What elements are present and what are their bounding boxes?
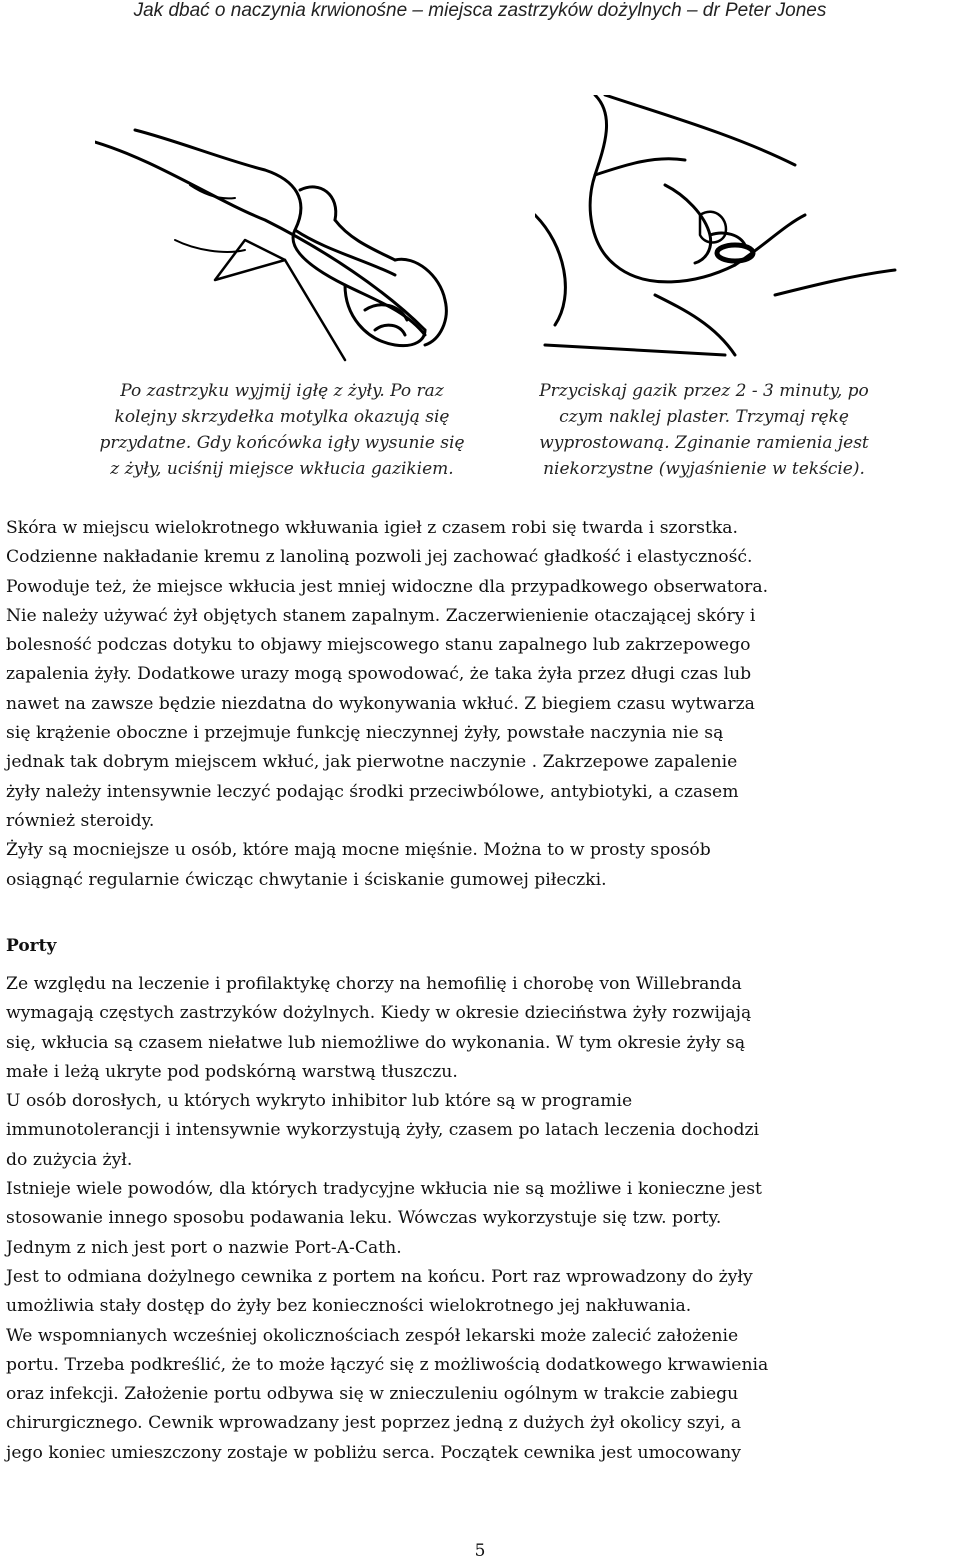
paragraph-line: do zużycia żył. bbox=[6, 1149, 133, 1170]
paragraph-line: również steroidy. bbox=[6, 810, 155, 831]
paragraph-line: portu. Trzeba podkreślić, że to może łączyć się z możliwością dodatkowego krwawienia bbox=[6, 1354, 769, 1375]
page-number: 5 bbox=[474, 1541, 486, 1561]
paragraph-line: jego koniec umieszczony zostaje w pobliżu serca. Początek cewnika jest umocowany bbox=[6, 1442, 741, 1463]
paragraph-line: Skóra w miejscu wielokrotnego wkłuwania igieł z czasem robi się twarda i szorstka. bbox=[6, 518, 739, 538]
paragraph-line: immunotolerancji i intensywnie wykorzystują żyły, czasem po latach leczenia dochodzi bbox=[6, 1120, 760, 1141]
paragraph-line: Jednym z nich jest port o nazwie Port-A-Cath. bbox=[6, 1237, 402, 1258]
caption-line: niekorzystne (wyjaśnienie w tekście). bbox=[543, 459, 865, 479]
caption-line: Przyciskaj gazik przez 2 - 3 minuty, po bbox=[539, 381, 869, 401]
paragraph-line: oraz infekcji. Założenie portu odbywa się w znieczuleniu ogólnym w trakcie zabiegu bbox=[6, 1384, 739, 1405]
body-section-2 bbox=[6, 970, 956, 1468]
left-caption bbox=[62, 378, 502, 482]
caption-line: Po zastrzyku wyjmij igłę z żyły. Po raz bbox=[120, 381, 444, 401]
caption-line: z żyły, uciśnij miejsce wkłucia gazikiem. bbox=[110, 459, 454, 479]
paragraph-line: Jest to odmiana dożylnego cewnika z portem na końcu. Port raz wprowadzony do żyły bbox=[6, 1266, 753, 1287]
paragraph-line: Żyły są mocniejsze u osób, które mają mocne mięśnie. Można to w prosty sposób bbox=[6, 840, 711, 861]
paragraph-line: osiągnąć regularnie ćwicząc chwytanie i ściskanie gumowej piłeczki. bbox=[6, 869, 607, 890]
caption-line: przydatne. Gdy końcówka igły wysunie się bbox=[99, 433, 465, 453]
paragraph-line: Nie należy używać żył objętych stanem zapalnym. Zaczerwienienie otaczającej skóry i bbox=[6, 605, 756, 626]
paragraph-line: chirurgicznego. Cewnik wprowadzany jest poprzez jedną z dużych żył okolicy szyi, a bbox=[6, 1413, 742, 1434]
paragraph-line: stosowanie innego sposobu podawania leku. Wówczas wykorzystuje się tzw. porty. bbox=[6, 1208, 722, 1229]
caption-line: wyprostowaną. Zginanie ramienia jest bbox=[539, 433, 869, 453]
paragraph-line: Ze względu na leczenie i profilaktykę chorzy na hemofilię i chorobę von Willebranda bbox=[6, 974, 742, 994]
body-section-1 bbox=[6, 514, 956, 895]
hand-removing-needle-illustration bbox=[95, 100, 475, 370]
paragraph-line: umożliwia stały dostęp do żyły bez konieczności wielokrotnego jej nakłuwania. bbox=[6, 1296, 692, 1317]
paragraph-line: bolesność podczas dotyku to objawy miejscowego stanu zapalnego lub zakrzepowego bbox=[6, 635, 751, 656]
right-caption bbox=[494, 378, 914, 482]
paragraph-line: Istnieje wiele powodów, dla których tradycyjne wkłucia nie są możliwe i konieczne jest bbox=[6, 1179, 762, 1200]
paragraph-line: nawet na zawsze będzie niezdatna do wykonywania wkłuć. Z biegiem czasu wytwarza bbox=[6, 693, 755, 714]
paragraph-line: wymagają częstych zastrzyków dożylnych. Kiedy w okresie dzieciństwa żyły rozwijają bbox=[6, 1003, 752, 1024]
caption-line: czym naklej plaster. Trzymaj rękę bbox=[559, 407, 849, 427]
paragraph-line: We wspomnianych wcześniej okolicznościach zespół lekarski może zalecić założenie bbox=[6, 1325, 739, 1346]
paragraph-line: małe i leżą ukryte pod podskórną warstwą tłuszczu. bbox=[6, 1061, 458, 1082]
paragraph-line: Codzienne nakładanie kremu z lanoliną pozwoli jej zachować gładkość i elastyczność. bbox=[6, 547, 753, 568]
section-heading: Porty bbox=[6, 936, 57, 956]
paragraph-line: żyły należy intensywnie leczyć podając środki przeciwbólowe, antybiotyki, a czasem bbox=[6, 781, 739, 802]
paragraph-line: zapalenia żyły. Dodatkowe urazy mogą spowodować, że taka żyła przez długi czas lub bbox=[6, 664, 752, 685]
paragraph-line: Powoduje też, że miejsce wkłucia jest mniej widoczne dla przypadkowego obserwatora. bbox=[6, 576, 769, 597]
paragraph-line: się, wkłucia są czasem niełatwe lub niemożliwe do wykonania. W tym okresie żyły są bbox=[6, 1032, 746, 1053]
caption-line: kolejny skrzydełka motylka okazują się bbox=[114, 407, 450, 427]
finger-pressing-gauze-illustration bbox=[535, 95, 915, 365]
page-header: Jak dbać o naczynia krwionośne – miejsca zastrzyków dożylnych – dr Peter Jones bbox=[133, 0, 827, 21]
paragraph-line: U osób dorosłych, u których wykryto inhibitor lub które są w programie bbox=[6, 1091, 633, 1112]
paragraph-line: jednak tak dobrym miejscem wkłuć, jak pierwotne naczynie . Zakrzepowe zapalenie bbox=[6, 752, 738, 773]
paragraph-line: się krążenie oboczne i przejmuje funkcję nieczynnej żyły, powstałe naczynia nie są bbox=[6, 723, 724, 744]
